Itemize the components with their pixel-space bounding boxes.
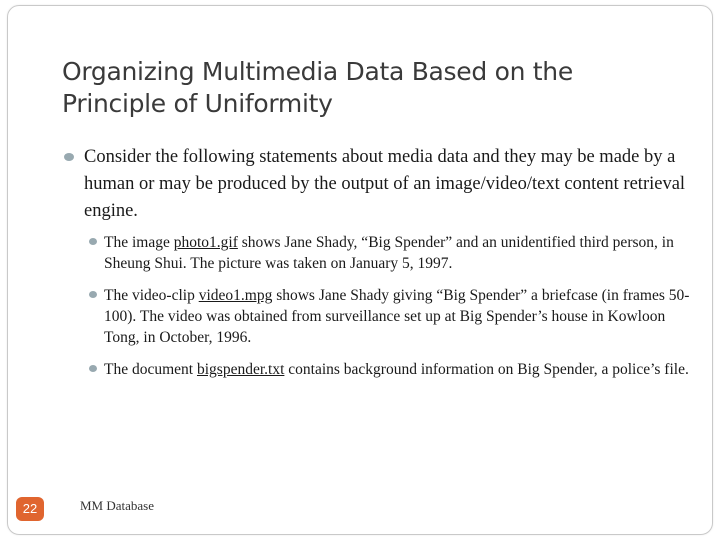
main-bullet-text: Consider the following statements about media data and they may be made by a human or may be produced by the output of an image/video/text content retrieval engine. [84,147,686,221]
bullet-icon [89,238,97,245]
sub-bullet-photo [104,232,694,274]
document-link[interactable]: bigspender.txt [196,361,285,378]
page-number-badge: 22 [16,497,44,521]
bullet-icon [89,291,97,298]
sub-bullet-suffix: shows Jane Shady, “Big Spender” and an unidentified third person, in Sheung Shui. The picture was taken on January 5, 1997. [104,234,674,272]
photo-link[interactable]: photo1.gif [173,234,238,251]
bullet-icon [64,153,74,161]
sub-bullet-prefix: The image [104,234,174,251]
footer-text: MM Database [80,498,155,513]
slide-title: Organizing Multimedia Data Based on the Principle of Uniformity [62,57,573,118]
video-link[interactable]: video1.mpg [198,287,273,304]
sub-bullet-prefix: The document [104,361,197,378]
sub-bullet-prefix: The video-clip [104,287,199,304]
sub-bullet-suffix: shows Jane Shady giving “Big Spender” a briefcase (in frames 50-100). The video was obtained from surveillance set up at Big Spender’s house in Kowloon Tong, in October, 1996. [104,287,690,346]
sub-bullet-document [104,359,694,380]
bullet-icon [89,365,97,372]
sub-bullet-suffix: contains background information on Big Spender, a police’s file. [284,361,689,378]
sub-bullet-video [104,285,694,348]
